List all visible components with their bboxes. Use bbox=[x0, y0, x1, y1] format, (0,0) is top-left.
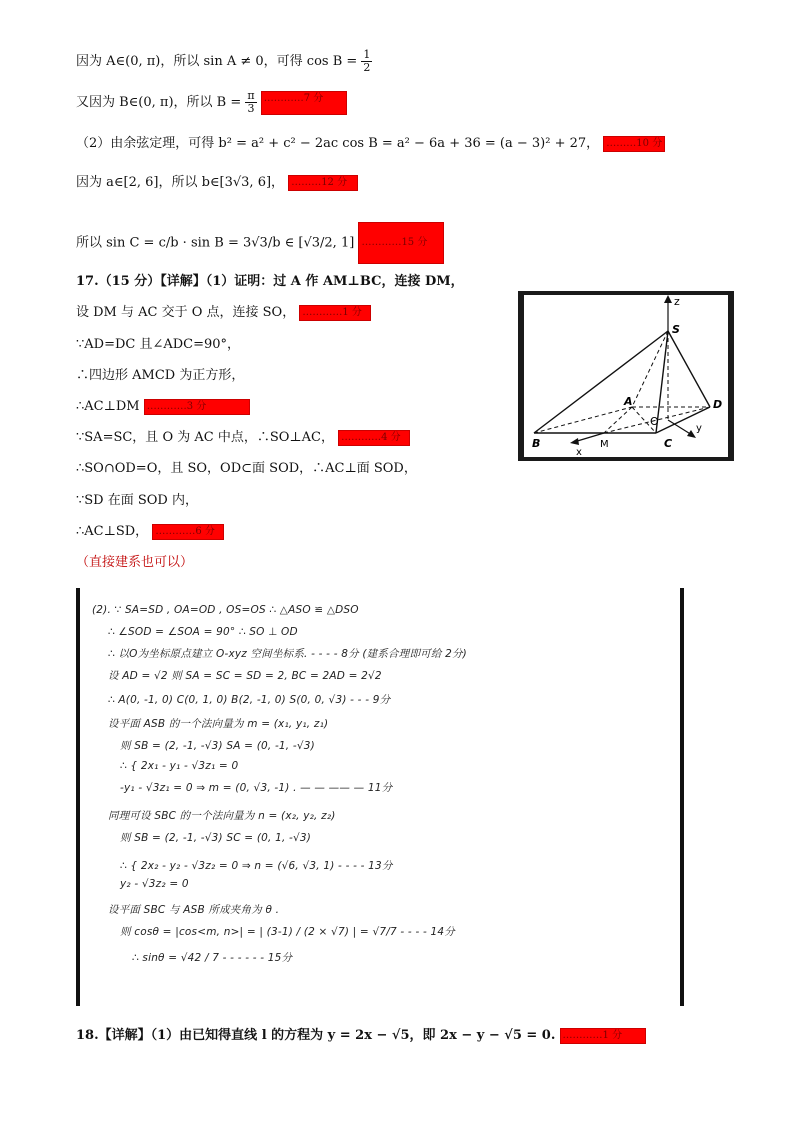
edge-ba bbox=[534, 407, 632, 433]
hw-line-6: 设平面 ASB 的一个法向量为 m = (x₁, y₁, z₁) bbox=[108, 718, 329, 730]
hw-line-16: ∴ sinθ = √42 / 7 - - - - - - 15分 bbox=[132, 952, 293, 964]
text-line-4: 因为 a∈[2, 6]，所以 b∈[3√3, 6]， ………12 分 bbox=[76, 173, 358, 193]
text-line-9: ∴四边形 AMCD 为正方形， bbox=[76, 368, 245, 383]
fraction-half: $\frac{1}{2}$ bbox=[363, 48, 371, 74]
label-c: C bbox=[664, 437, 673, 450]
label-y: y bbox=[696, 423, 702, 434]
hw-line-4: 设 AD = √2 则 SA = SC = SD = 2, BC = 2AD = 2√2 bbox=[108, 670, 382, 682]
edge-sd bbox=[668, 331, 710, 407]
text-line-6: 17.（15 分）【详解】（1）证明：过 A 作 AM⊥BC，连接 DM， bbox=[76, 274, 464, 289]
pyramid-diagram bbox=[524, 295, 728, 457]
hw-line-14: 设平面 SBC 与 ASB 所成夹角为 θ . bbox=[108, 904, 280, 916]
hw-line-5: ∴ A(0, -1, 0) C(0, 1, 0) B(2, -1, 0) S(0, 0, √3) - - - 9分 bbox=[108, 694, 391, 706]
label-s: S bbox=[672, 323, 680, 336]
edge-sb bbox=[534, 331, 668, 433]
handwritten-solution bbox=[76, 588, 684, 1006]
score-marker: …………1 分 bbox=[299, 305, 371, 321]
edge-sa bbox=[632, 331, 668, 407]
label-x: x bbox=[576, 447, 582, 457]
hw-line-13: y₂ - √3z₂ = 0 bbox=[120, 878, 189, 890]
text-line-16: 18.【详解】（1）由已知得直线 l 的方程为 y = 2x − √5，即 2x − y − √5 = 0. …………1 分 bbox=[76, 1026, 646, 1046]
text-line-8: ∵AD=DC 且∠ADC=90°， bbox=[76, 337, 241, 352]
hw-line-11: 则 SB = (2, -1, -√3) SC = (0, 1, -√3) bbox=[120, 832, 312, 844]
hw-line-2: ∴ ∠SOD = ∠SOA = 90° ∴ SO ⊥ OD bbox=[108, 626, 298, 638]
text-line-13: ∵SD 在面 SOD 内， bbox=[76, 493, 198, 508]
score-marker: …………6 分 bbox=[152, 524, 224, 540]
score-marker: …………7 分 bbox=[261, 91, 347, 115]
score-marker: …………15 分 bbox=[358, 222, 444, 264]
text-line-1: 因为 A∈(0, π)，所以 sin A ≠ 0，可得 cos B = $\frac{1}{2}$ bbox=[76, 48, 371, 74]
score-marker: …………1 分 bbox=[560, 1028, 646, 1044]
text-line-10: ∴AC⊥DM …………3 分 bbox=[76, 397, 250, 417]
text-line-7: 设 DM 与 AC 交于 O 点，连接 SO， …………1 分 bbox=[76, 303, 371, 323]
y-axis bbox=[668, 420, 692, 435]
label-d: D bbox=[713, 398, 723, 411]
fraction-pi-3: $\frac{\pi}{3}$ bbox=[247, 89, 255, 115]
hw-line-15: 则 cosθ = |cos<m, n>| = | (3-1) / (2 × √7) | = √7/7 - - - - 14分 bbox=[120, 926, 455, 938]
label-a: A bbox=[624, 395, 633, 408]
score-marker: …………3 分 bbox=[144, 399, 250, 415]
text-line-12: ∴SO∩OD=O，且 SO，OD⊂面 SOD，∴AC⊥面 SOD， bbox=[76, 461, 417, 476]
label-o: O bbox=[650, 415, 659, 428]
hw-line-12: ∴ { 2x₂ - y₂ - √3z₂ = 0 ⇒ n = (√6, √3, 1) - - - - 13分 bbox=[120, 860, 393, 872]
text-line-15: （直接建系也可以） bbox=[76, 555, 194, 570]
hw-line-10: 同理可设 SBC 的一个法向量为 n = (x₂, y₂, z₂) bbox=[108, 810, 336, 822]
x-arrow-icon bbox=[570, 438, 579, 445]
label-b: B bbox=[532, 437, 541, 450]
y-arrow-icon bbox=[687, 430, 696, 438]
z-arrow-icon bbox=[664, 295, 672, 303]
hw-line-8: ∴ { 2x₁ - y₁ - √3z₁ = 0 bbox=[120, 760, 239, 772]
pyramid-figure bbox=[518, 291, 734, 461]
text-line-3: （2）由余弦定理，可得 b² = a² + c² − 2ac cos B = a² − 6a + 36 = (a − 3)² + 27， ………10 分 bbox=[76, 134, 665, 154]
hw-line-1: (2). ∵ SA=SD , OA=OD , OS=OS ∴ △ASO ≌ △DSO bbox=[92, 604, 359, 616]
score-marker: ………10 分 bbox=[603, 136, 665, 152]
hw-line-9: -y₁ - √3z₁ = 0 ⇒ m = (0, √3, -1) . — — —— — 11分 bbox=[120, 782, 393, 794]
text-line-5: 所以 sin C = c/b · sin B = 3√3/b ∈ [√3/2, 1] …………15 分 bbox=[76, 222, 444, 264]
score-marker: …………4 分 bbox=[338, 430, 410, 446]
text-line-14: ∴AC⊥SD， …………6 分 bbox=[76, 522, 224, 542]
text-line-11: ∵SA=SC，且 O 为 AC 中点，∴SO⊥AC， …………4 分 bbox=[76, 428, 410, 448]
hw-line-7: 则 SB = (2, -1, -√3) SA = (0, -1, -√3) bbox=[120, 740, 315, 752]
label-z: z bbox=[674, 295, 680, 308]
text-line-2: 又因为 B∈(0, π)，所以 B = $\frac{\pi}{3}$ …………7 分 bbox=[76, 90, 347, 115]
score-marker: ………12 分 bbox=[288, 175, 358, 191]
label-m: M bbox=[600, 439, 609, 450]
hw-line-3: ∴ 以O为坐标原点建立 O-xyz 空间坐标系. - - - - 8分 (建系合理即可给 2分) bbox=[108, 648, 467, 660]
